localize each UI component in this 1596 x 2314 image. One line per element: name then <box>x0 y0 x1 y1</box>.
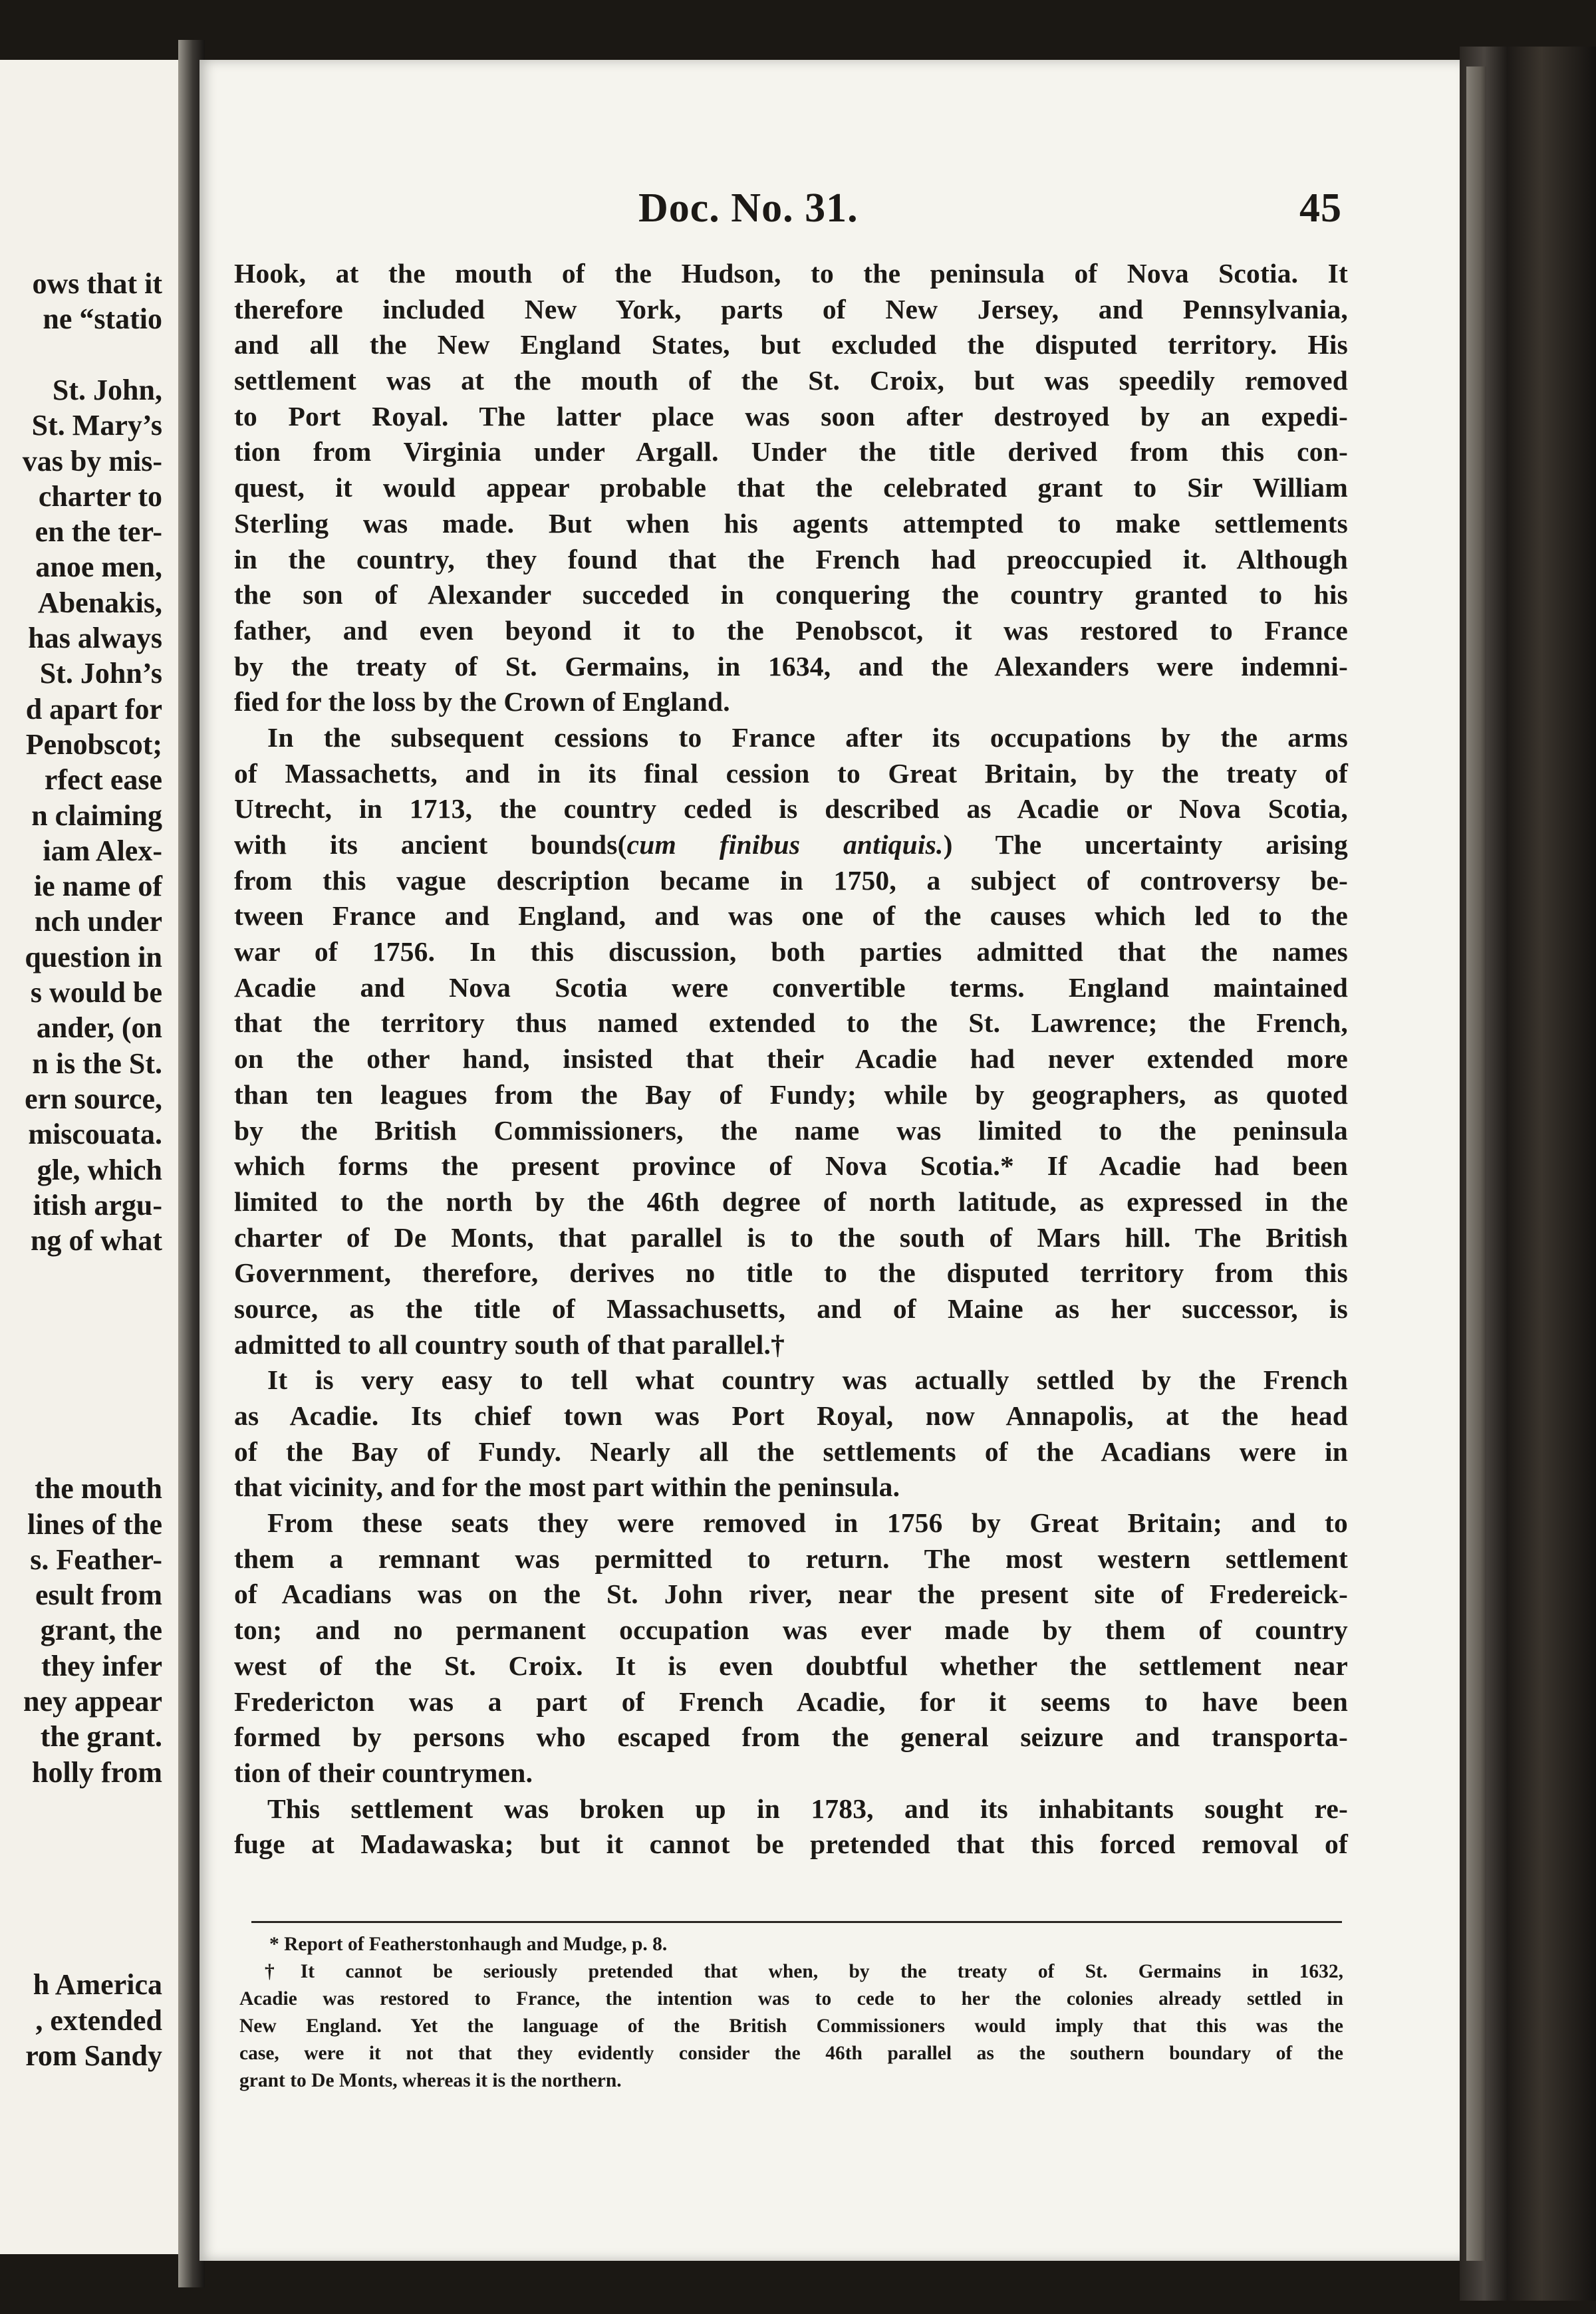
body-line: limited to the north by the 46th degree of north latitude, as expressed in the <box>234 1186 1348 1217</box>
body-line: and all the New England States, but excluded the disputed territory. His <box>234 329 1348 360</box>
body-line: therefore included New York, parts of New Jersey, and Pennsylvania, <box>234 293 1348 324</box>
body-line: father, and even beyond it to the Penobscot, it was restored to France <box>234 614 1348 646</box>
left-page-line: the mouth <box>35 1472 162 1505</box>
footnote-rule <box>251 1921 1342 1923</box>
right-page <box>200 60 1463 2261</box>
body-line: of Acadians was on the St. John river, near the present site of Fredereick- <box>234 1579 1348 1610</box>
body-line: than ten leagues from the Bay of Fundy; while by geographers, as quoted <box>234 1079 1348 1110</box>
left-page-line: ern source, <box>25 1082 162 1115</box>
footnote-line: * Report of Featherstonhaugh and Mudge, p. 8. <box>269 1934 668 1955</box>
footnote-line: New England. Yet the language of the British Commissioners would imply that this was the <box>239 2015 1343 2037</box>
left-page-line: Abenakis, <box>37 586 162 619</box>
body-line: west of the St. Croix. It is even doubtful whether the settlement near <box>234 1650 1348 1681</box>
left-page-line: esult from <box>35 1579 162 1612</box>
body-line: Fredericton was a part of French Acadie, for it seems to have been <box>234 1686 1348 1717</box>
left-page-line: holly from <box>32 1755 162 1789</box>
body-line: Acadie and Nova Scotia were convertible terms. England maintained <box>234 971 1348 1003</box>
left-page-line: , extended <box>35 2003 162 2037</box>
page-edge-stripe <box>1466 66 1486 2261</box>
left-page-line: n claiming <box>31 799 162 832</box>
left-page-line: St. Mary’s <box>31 409 162 442</box>
left-page-line: ander, (on <box>36 1011 162 1045</box>
latin-phrase: cum finibus antiquis. <box>626 829 944 860</box>
left-page-line: d apart for <box>25 692 162 725</box>
footnote-line: †It cannot be seriously pretended that when, by the treaty of St. Germains in 1632, <box>265 1961 1343 1982</box>
left-page-line: ne “statio <box>43 303 162 336</box>
footnote-line: Acadie was restored to France, the intention was to cede to her the colonies already settled in <box>239 1988 1343 2009</box>
left-page-line: St. John’s <box>39 657 162 690</box>
body-line: This settlement was broken up in 1783, and its inhabitants sought re- <box>267 1793 1348 1824</box>
left-page-fragment <box>0 60 178 2254</box>
body-line: formed by persons who escaped from the general seizure and transporta- <box>234 1722 1348 1753</box>
left-page-line: s. Feather- <box>30 1543 162 1576</box>
footnote-line: grant to De Monts, whereas it is the northern. <box>239 2070 622 2091</box>
body-line: From these seats they were removed in 1756 by Great Britain; and to <box>267 1507 1348 1539</box>
body-line: from this vague description became in 1750, a subject of controversy be- <box>234 864 1348 896</box>
footnotes <box>239 1931 1343 2095</box>
left-page-line: question in <box>25 940 162 973</box>
body-line: It is very easy to tell what country was actually settled by the French <box>267 1364 1348 1396</box>
left-page-line: lines of the <box>27 1507 162 1541</box>
left-page-line: ney appear <box>23 1685 162 1718</box>
body-line: tion from Virginia under Argall. Under the title derived from this con- <box>234 436 1348 467</box>
body-line: as Acadie. Its chief town was Port Royal, now Annapolis, at the head <box>234 1400 1348 1431</box>
left-page-line: Penobscot; <box>25 727 162 761</box>
body-line: Hook, at the mouth of the Hudson, to the peninsula of Nova Scotia. It <box>234 258 1348 289</box>
body-line: tween France and England, and was one of the causes which led to the <box>234 900 1348 932</box>
left-page-line: anoe men, <box>35 551 162 584</box>
body-line: charter of De Monts, that parallel is to the south of Mars hill. The British <box>234 1221 1348 1253</box>
left-page-line: ie name of <box>33 870 162 903</box>
body-line: of the Bay of Fundy. Nearly all the settlements of the Acadians were in <box>234 1436 1348 1467</box>
running-title: Doc. No. 31. <box>638 186 859 231</box>
body-line: quest, it would appear probable that the celebrated grant to Sir William <box>234 472 1348 503</box>
body-line: them a remnant was permitted to return. The most western settlement <box>234 1543 1348 1574</box>
body-line: which forms the present province of Nova Scotia.* If Acadie had been <box>234 1150 1348 1182</box>
left-page-line: itish argu- <box>33 1188 162 1221</box>
page-number: 45 <box>1299 186 1342 231</box>
body-line: settlement was at the mouth of the St. Croix, but was speedily removed <box>234 365 1348 396</box>
left-page-line: St. John, <box>52 373 162 406</box>
body-line: Sterling was made. But when his agents attempted to make settlements <box>234 507 1348 539</box>
left-page-line: h America <box>33 1968 162 2001</box>
left-page-line: n is the St. <box>32 1047 162 1080</box>
footnote-line: case, were it not that they evidently consider the 46th parallel as the southern boundary of the <box>239 2043 1343 2064</box>
body-line: fied for the loss by the Crown of England. <box>234 686 730 717</box>
left-page-line: gle, which <box>37 1153 162 1186</box>
body-line: ton; and no permanent occupation was ever made by them of country <box>234 1614 1348 1646</box>
body-line: by the treaty of St. Germains, in 1634, and the Alexanders were indemni- <box>234 650 1348 682</box>
left-page-line: iam Alex- <box>43 834 162 867</box>
body-line: Government, therefore, derives no title to the disputed territory from this <box>234 1257 1348 1289</box>
left-page-line: ows that it <box>32 267 162 300</box>
body-line: on the other hand, insisted that their Acadie had never extended more <box>234 1043 1348 1075</box>
left-page-line: en the ter- <box>35 515 162 549</box>
body-line: admitted to all country south of that parallel.† <box>234 1329 785 1360</box>
left-page-line: they infer <box>41 1649 162 1682</box>
left-page-line: the grant. <box>40 1720 162 1753</box>
left-page-line: nch under <box>35 905 162 938</box>
left-page-line: charter to <box>38 479 162 513</box>
body-line: war of 1756. In this discussion, both parties admitted that the names <box>234 936 1348 967</box>
body-line: to Port Royal. The latter place was soon after destroyed by an expedi- <box>234 400 1348 432</box>
body-line: of Massachetts, and in its final cession to Great Britain, by the treaty of <box>234 757 1348 789</box>
body-line: with its ancient bounds(cum finibus antiquis.) The uncertainty arising <box>234 829 1348 860</box>
left-page-line: grant, the <box>40 1614 162 1647</box>
left-page-line: has always <box>28 622 162 654</box>
left-page-line: rom Sandy <box>25 2039 162 2072</box>
body-text <box>234 256 1348 1863</box>
left-page-line: vas by mis- <box>22 444 162 477</box>
body-line: that the territory thus named extended to the St. Lawrence; the French, <box>234 1007 1348 1039</box>
body-line: in the country, they found that the French had preoccupied it. Although <box>234 543 1348 575</box>
body-line: fuge at Madawaska; but it cannot be pretended that this forced removal of <box>234 1829 1348 1860</box>
left-page-line: rfect ease <box>44 763 162 797</box>
left-page-line: s would be <box>30 976 162 1009</box>
body-line: source, as the title of Massachusetts, and of Maine as her successor, is <box>234 1293 1348 1324</box>
body-line: by the British Commissioners, the name was limited to the peninsula <box>234 1114 1348 1146</box>
body-line: In the subsequent cessions to France after its occupations by the arms <box>267 721 1348 753</box>
left-page-line: miscouata. <box>28 1118 162 1151</box>
body-line: Utrecht, in 1713, the country ceded is described as Acadie or Nova Scotia, <box>234 793 1348 825</box>
left-page-line: ng of what <box>30 1224 162 1257</box>
body-line: tion of their countrymen. <box>234 1757 533 1788</box>
body-line: that vicinity, and for the most part within the peninsula. <box>234 1472 900 1503</box>
body-line: the son of Alexander succeded in conquering the country granted to his <box>234 579 1348 610</box>
